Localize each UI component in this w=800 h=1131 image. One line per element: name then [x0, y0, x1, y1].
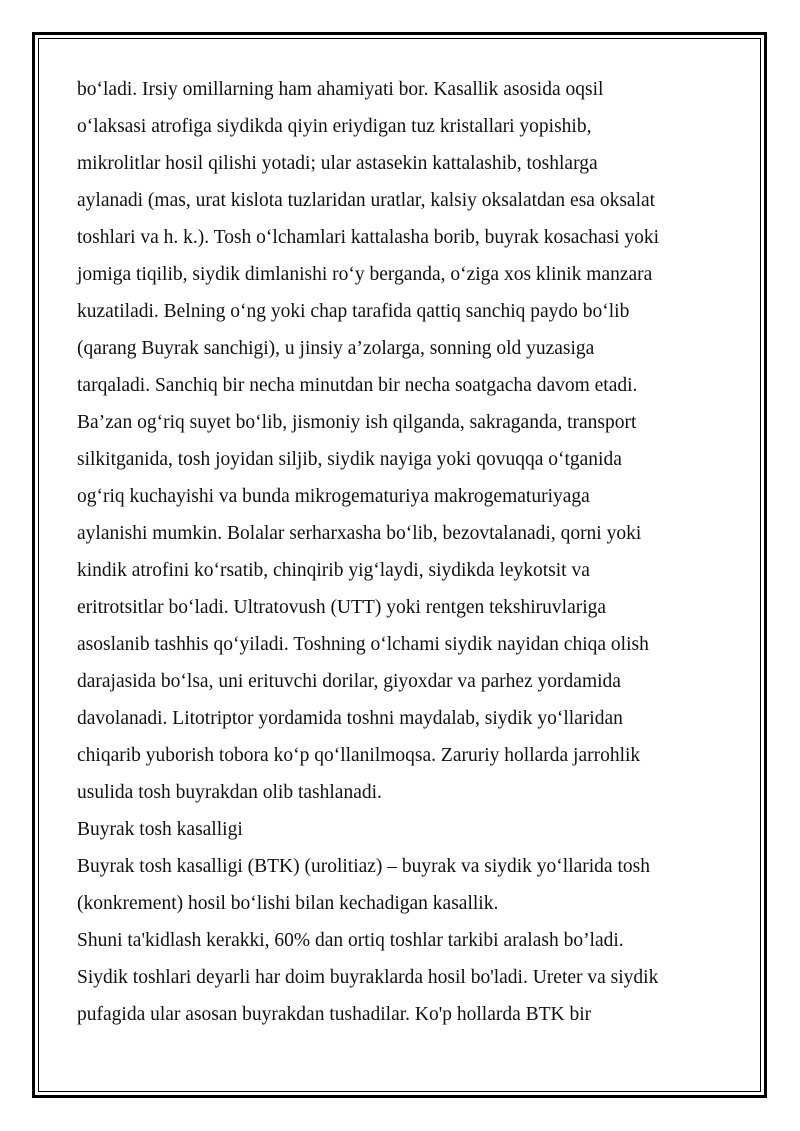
text-line: aylanadi (mas, urat kislota tuzlaridan uratlar, kalsiy oksalatdan esa oksalat	[77, 190, 656, 211]
text-line: usulida tosh buyrakdan olib tashlanadi.	[77, 782, 382, 803]
text-line: asoslanib tashhis qo‘yiladi. Toshning o‘lchami siydik nayidan chiqa olish	[77, 634, 649, 655]
text-line: aylanishi mumkin. Bolalar serharxasha bo‘lib, bezovtalanadi, qorni yoki	[77, 523, 642, 544]
document-body	[77, 71, 737, 1033]
text-line: o‘laksasi atrofiga siydikda qiyin eriydigan tuz kristallari yopishib,	[77, 116, 592, 137]
text-line: (qarang Buyrak sanchigi), u jinsiy a’zolarga, sonning old yuzasiga	[77, 338, 595, 359]
text-line: pufagida ular asosan buyrakdan tushadilar. Ko'p hollarda BTK bir	[77, 1004, 592, 1025]
text-line: jomiga tiqilib, siydik dimlanishi ro‘y berganda, o‘ziga xos klinik manzara	[77, 264, 653, 285]
text-line: darajasida bo‘lsa, uni erituvchi dorilar, giyoxdar va parhez yordamida	[77, 671, 621, 692]
text-line: Ba’zan og‘riq suyet bo‘lib, jismoniy ish qilganda, sakraganda, transport	[77, 412, 637, 433]
text-line: Siydik toshlari deyarli har doim buyraklarda hosil bo'ladi. Ureter va siydik	[77, 967, 659, 988]
text-line: Buyrak tosh kasalligi (BTK) (urolitiaz) – buyrak va siydik yo‘llarida tosh	[77, 856, 650, 877]
text-line: og‘riq kuchayishi va bunda mikrogematuriya makrogematuriyaga	[77, 486, 590, 507]
text-line: silkitganida, tosh joyidan siljib, siydik nayiga yoki qovuqqa o‘tganida	[77, 449, 622, 470]
text-line: davolanadi. Litotriptor yordamida toshni maydalab, siydik yo‘llaridan	[77, 708, 623, 729]
text-line: toshlari va h. k.). Tosh o‘lchamlari kattalasha borib, buyrak kosachasi yoki	[77, 227, 660, 248]
section-heading: Buyrak tosh kasalligi	[77, 819, 243, 840]
text-line: kuzatiladi. Belning o‘ng yoki chap tarafida qattiq sanchiq paydo bo‘lib	[77, 301, 630, 322]
text-line: Shuni ta'kidlash kerakki, 60% dan ortiq toshlar tarkibi aralash bo’ladi.	[77, 930, 624, 951]
text-line: bo‘ladi. Irsiy omillarning ham ahamiyati bor. Kasallik asosida oqsil	[77, 79, 604, 100]
text-line: (konkrement) hosil bo‘lishi bilan kechadigan kasallik.	[77, 893, 499, 914]
text-line: mikrolitlar hosil qilishi yotadi; ular astasekin kattalashib, toshlarga	[77, 153, 598, 174]
text-line: chiqarib yuborish tobora ko‘p qo‘llanilmoqsa. Zaruriy hollarda jarrohlik	[77, 745, 641, 766]
text-line: kindik atrofini ko‘rsatib, chinqirib yig‘laydi, siydikda leykotsit va	[77, 560, 590, 581]
text-line: eritrotsitlar bo‘ladi. Ultratovush (UTT) yoki rentgen tekshiruvlariga	[77, 597, 607, 618]
text-line: tarqaladi. Sanchiq bir necha minutdan bir necha soatgacha davom etadi.	[77, 375, 638, 396]
